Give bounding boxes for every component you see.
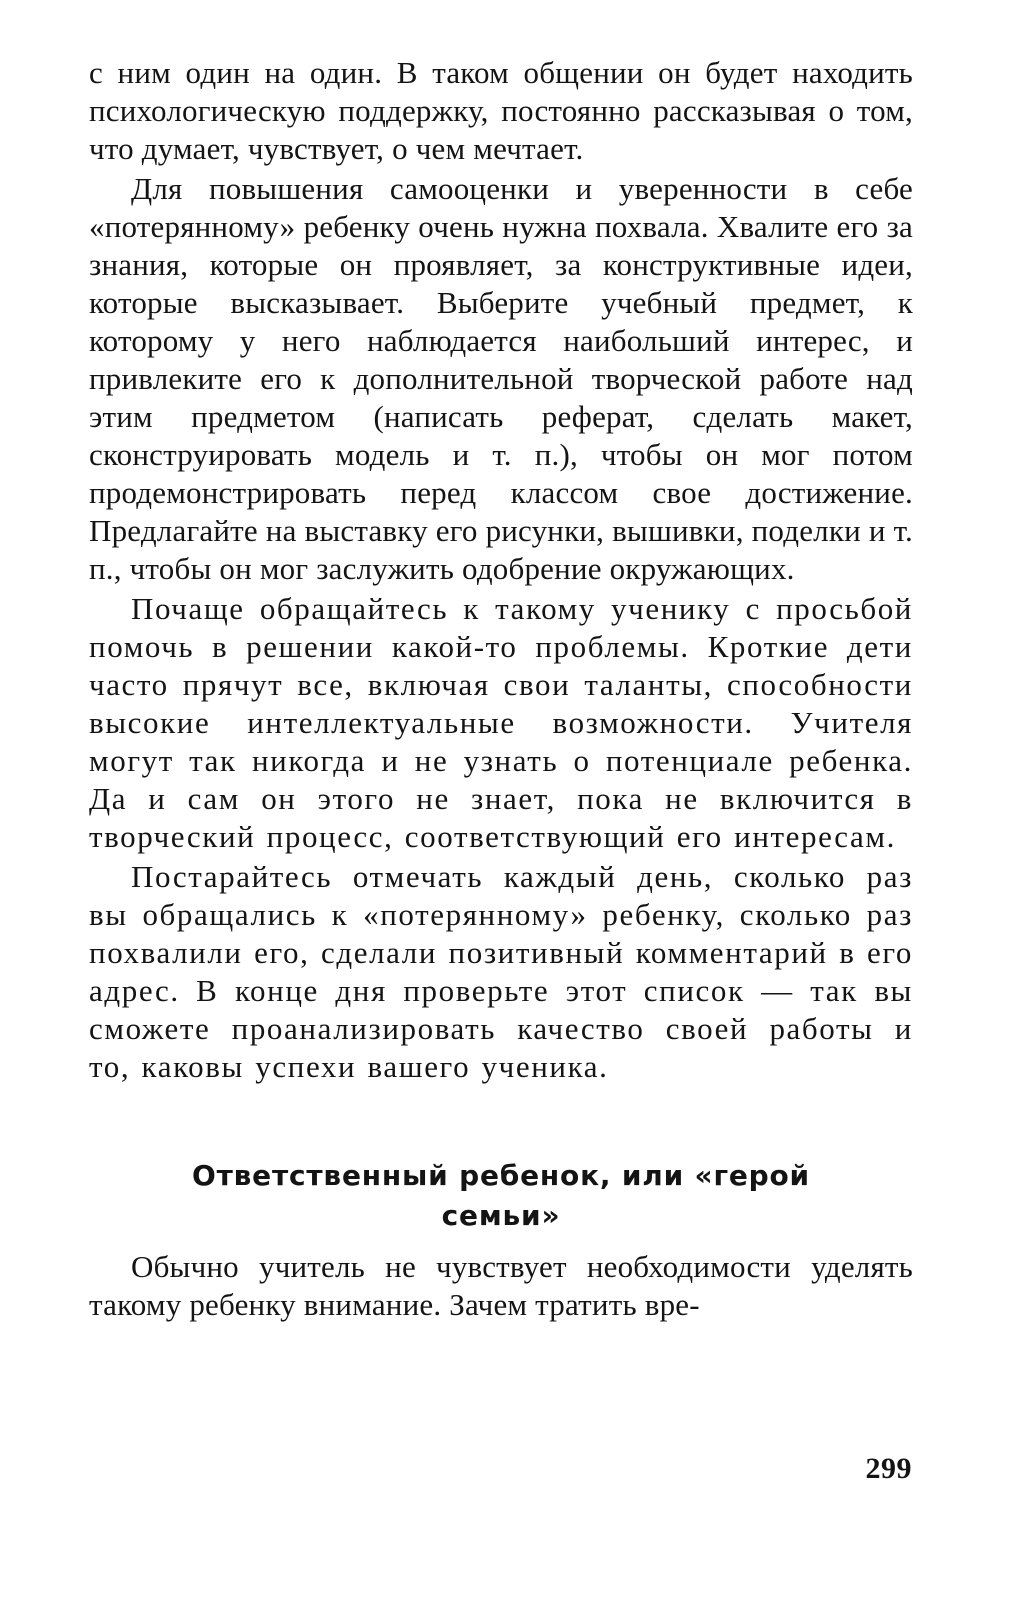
book-page: [89, 54, 913, 1544]
paragraph-5: Обычно учитель не чувствует необходимости уделять такому ребенку внимание. Зачем тратить вре-: [89, 1249, 913, 1322]
section-heading-line-1: Ответственный ребенок, или «герой: [192, 1159, 810, 1192]
paragraph-3: Почаще обращайтесь к такому ученику с просьбой помочь в решении какой-то проблемы. Кроткие дети часто прячут все, включая свои таланты, способности высокие интеллектуальные возможности. Учителя могут так никогда и не узнать о потенциале ребенка. Да и сам он этого не знает, пока не включится в творческий процесс, соответствующий его интересам.: [89, 591, 913, 854]
page-number: 299: [865, 1452, 912, 1485]
paragraph-1: с ним один на один. В таком общении он будет находить психологическую поддержку, постоянно рассказывая о том, что думает, чувствует, о чем мечтает.: [89, 55, 913, 166]
section-heading-line-2: семьи»: [441, 1199, 561, 1232]
paragraph-4: Постарайтесь отмечать каждый день, сколько раз вы обращались к «потерянному» ребенку, сколько раз похвалили его, сделали позитивный комментарий в его адрес. В конце дня проверьте этот список — так вы сможете проанализировать качество своей работы и то, каковы успехи вашего ученика.: [89, 859, 913, 1084]
section-heading: [89, 1156, 913, 1236]
paragraph-2: Для повышения самооценки и уверенности в себе «потерянному» ребенку очень нужна похвала. Хвалите его за знания, которые он проявляет, за конструктивные идеи, которые высказывает. Выберите учебный предмет, к которому у него наблюдается наибольший интерес, и привлеките его к дополнительной творческой работе над этим предметом (написать реферат, сделать макет, сконструировать модель и т. п.), чтобы он мог потом продемонстрировать перед классом свое достижение. Предлагайте на выставку его рисунки, вышивки, поделки и т. п., чтобы он мог заслужить одобрение окружающих.: [89, 171, 913, 586]
